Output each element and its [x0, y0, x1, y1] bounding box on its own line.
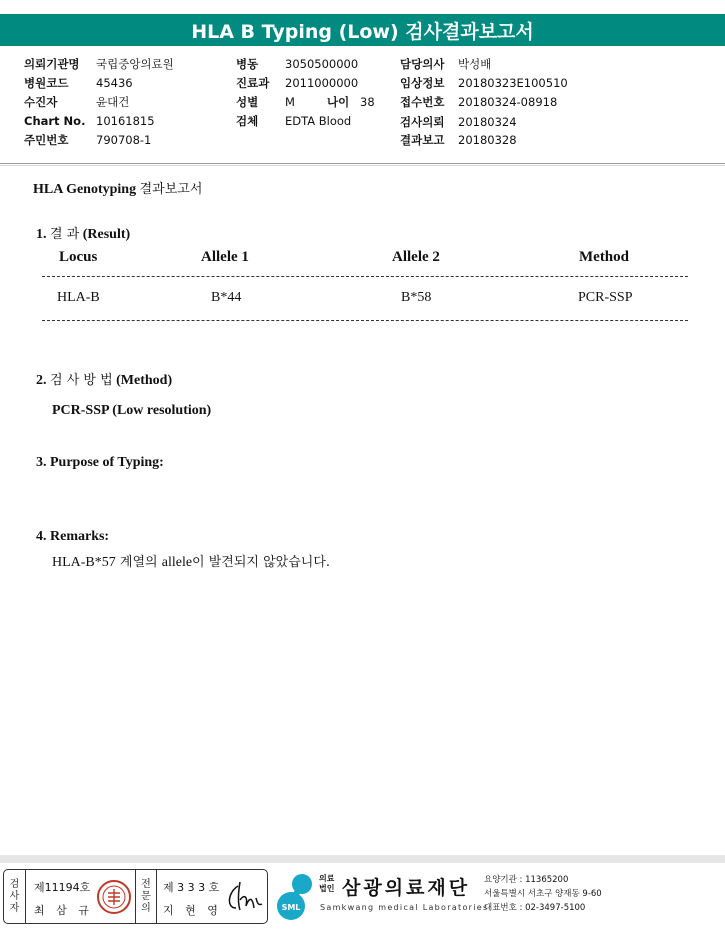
examiner-license: 제11194호 [34, 881, 91, 894]
table-top-rule [42, 276, 688, 277]
info-hospital-code: 병원코드 45436 [24, 76, 133, 90]
section-method-title: 2. 검 사 방 법 (Method) [36, 373, 173, 388]
report-heading: HLA Genotyping 결과보고서 [33, 182, 203, 197]
td-allele1: B*44 [211, 290, 242, 305]
section-purpose-title: 3. Purpose of Typing: [36, 455, 164, 470]
info-request-date: 검사의뢰 20180324 [400, 115, 517, 129]
info-ward: 병동 3050500000 [236, 57, 359, 71]
company-small-label: 의료법인 [319, 874, 335, 893]
th-method: Method [579, 249, 629, 265]
patient-info [0, 54, 725, 164]
info-institution: 의뢰기관명 국립중앙의료원 [24, 57, 174, 71]
company-name-en: Samkwang medical Laboratories [320, 903, 489, 912]
examiner-label-col: 검사자 [4, 870, 26, 923]
info-patient: 수진자 윤대건 [24, 95, 130, 109]
info-specimen: 검체 EDTA Blood [236, 114, 352, 128]
info-doctor: 담당의사 박성배 [400, 57, 492, 71]
section-remarks-title: 4. Remarks: [36, 529, 110, 544]
th-allele1: Allele 1 [201, 249, 249, 265]
info-divider-shadow [0, 165, 725, 166]
sml-logo-text: SML [281, 903, 301, 912]
info-resident-no: 주민번호 790708-1 [24, 133, 152, 147]
td-method: PCR-SSP [578, 290, 633, 305]
info-sex: 성별 M [236, 95, 295, 109]
company-name: 삼광의료재단 [342, 877, 471, 899]
company-contact [484, 873, 602, 915]
td-locus: HLA-B [57, 290, 100, 305]
examiner-name: 최 삼 규 [34, 904, 93, 917]
info-chart-no: Chart No. 10161815 [24, 114, 155, 128]
info-age: 나이 38 [327, 95, 375, 109]
remarks-body: HLA-B*57 계열의 allele이 발견되지 않았습니다. [52, 555, 331, 570]
info-clinical: 임상정보 20180323E100510 [400, 76, 568, 90]
info-divider [0, 163, 725, 164]
section-result-title: 1. 결 과 (Result) [36, 227, 131, 242]
examiner-seal-icon [96, 879, 132, 915]
footer-band [0, 855, 725, 863]
signature-icon [224, 878, 264, 916]
info-department: 진료과 2011000000 [236, 76, 359, 90]
org-code: 요양기관 : 11365200 [484, 875, 569, 885]
td-allele2: B*58 [401, 290, 432, 305]
signature-box [3, 869, 268, 924]
company-address: 서울특별시 서초구 양재동 9-60 [484, 889, 602, 899]
company-phone: 대표번호 : 02-3497-5100 [484, 903, 586, 913]
sml-logo-icon [272, 871, 318, 921]
report-title: HLA B Typing (Low) 검사결과보고서 [0, 14, 725, 46]
method-body: PCR-SSP (Low resolution) [52, 403, 212, 418]
company-logo [272, 869, 722, 924]
th-locus: Locus [59, 249, 98, 265]
info-receipt-no: 접수번호 20180324-08918 [400, 95, 558, 109]
table-bottom-rule [42, 320, 688, 321]
info-report-date: 결과보고 20180328 [400, 133, 517, 147]
specialist-name: 지 현 영 [163, 904, 222, 917]
specialist-license: 제 3 3 3 호 [163, 881, 220, 894]
specialist-label-col: 전문의 [135, 870, 157, 923]
th-allele2: Allele 2 [392, 249, 440, 265]
